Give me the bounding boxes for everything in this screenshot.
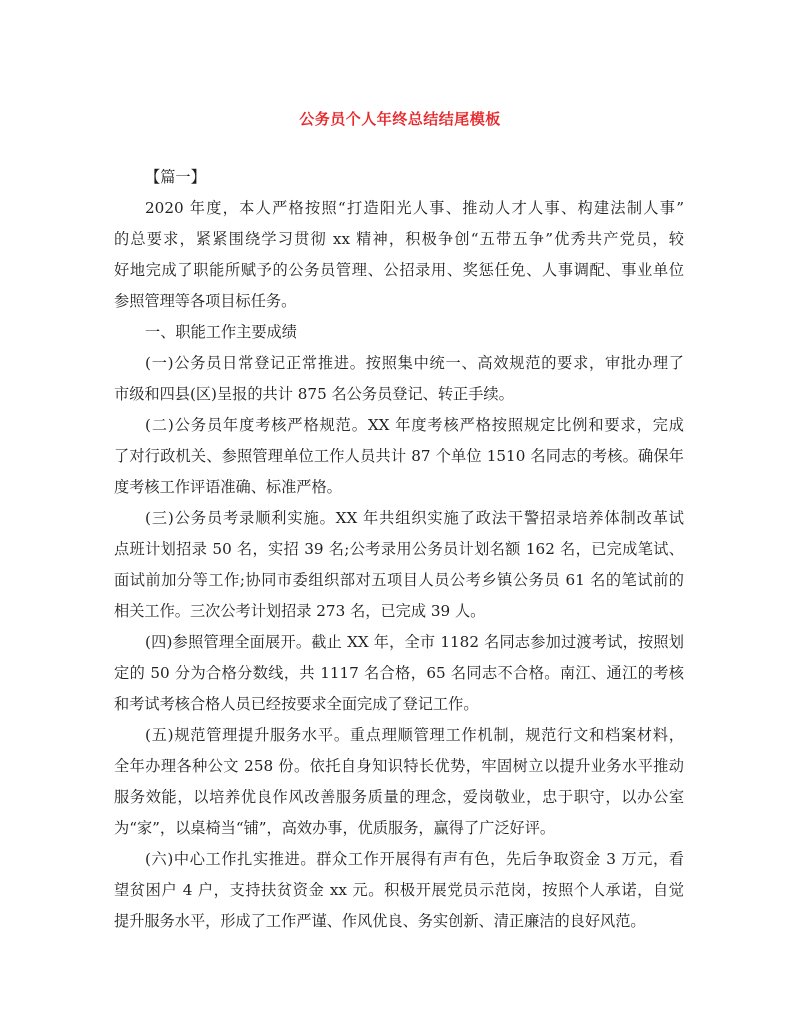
text-line: 一、职能工作主要成绩 [145, 323, 297, 341]
text-line: 参照管理等各项目标任务。 [114, 292, 297, 310]
text-line: (三)公务员考录顺利实施。XX 年共组织实施了政法干警招录培养体制改革试 [145, 509, 684, 527]
text-line: 全年办理各种公文 258 份。依托自身知识特长优势，牢固树立以提升业务水平推动 [114, 757, 684, 775]
text-line: 面试前加分等工作;协同市委组织部对五项目人员公考乡镇公务员 61 名的笔试前的 [114, 571, 684, 589]
text-line: 【篇一】 [145, 168, 206, 186]
text-line: 望贫困户 4 户，支持扶贫资金 xx 元。积极开展党员示范岗，按照个人承诺，自觉 [114, 881, 684, 899]
text-line: 定的 50 分为合格分数线，共 1117 名合格，65 名同志不合格。南江、通江的考核 [114, 664, 684, 682]
text-line: 和考试考核合格人员已经按要求全面完成了登记工作。 [114, 695, 479, 713]
text-line: 点班计划招录 50 名，实招 39 名;公考录用公务员计划名额 162 名，已完成笔试、 [114, 540, 684, 558]
document-title: 公务员个人年终总结结尾模板 [299, 110, 501, 128]
text-line: 度考核工作评语准确、标准严格。 [114, 478, 342, 496]
text-line: (四)参照管理全面展开。截止 XX 年，全市 1182 名同志参加过渡考试，按照划 [145, 633, 684, 651]
text-line: (一)公务员日常登记正常推进。按照集中统一、高效规范的要求，审批办理了 [145, 354, 684, 372]
text-line: 了对行政机关、参照管理单位工作人员共计 87 个单位 1510 名同志的考核。确保年 [114, 447, 684, 465]
text-line: 好地完成了职能所赋予的公务员管理、公招录用、奖惩任免、人事调配、事业单位 [114, 261, 684, 279]
text-line: 相关工作。三次公考计划招录 273 名，已完成 39 人。 [114, 602, 486, 620]
text-line: (五)规范管理提升服务水平。重点理顺管理工作机制，规范行文和档案材料， [145, 726, 684, 744]
text-line: (六)中心工作扎实推进。群众工作开展得有声有色，先后争取资金 3 万元，看 [145, 850, 684, 868]
text-line: 提升服务水平，形成了工作严谨、作风优良、务实创新、清正廉洁的良好风范。 [114, 912, 646, 930]
document-body [114, 162, 684, 937]
text-line: 的总要求，紧紧围绕学习贯彻 xx 精神，积极争创“五带五争”优秀共产党员，较 [114, 230, 684, 248]
text-line: 市级和四县(区)呈报的共计 875 名公务员登记、转正手续。 [114, 385, 514, 403]
text-line: 为“家”，以桌椅当“铺”，高效办事，优质服务，赢得了广泛好评。 [114, 819, 556, 837]
text-line: (二)公务员年度考核严格规范。XX 年度考核严格按照规定比例和要求，完成 [145, 416, 684, 434]
text-line: 服务效能，以培养优良作风改善服务质量的理念，爱岗敬业，忠于职守，以办公室 [114, 788, 684, 806]
text-line: 2020 年度，本人严格按照“打造阳光人事、推动人才人事、构建法制人事” [145, 199, 684, 217]
